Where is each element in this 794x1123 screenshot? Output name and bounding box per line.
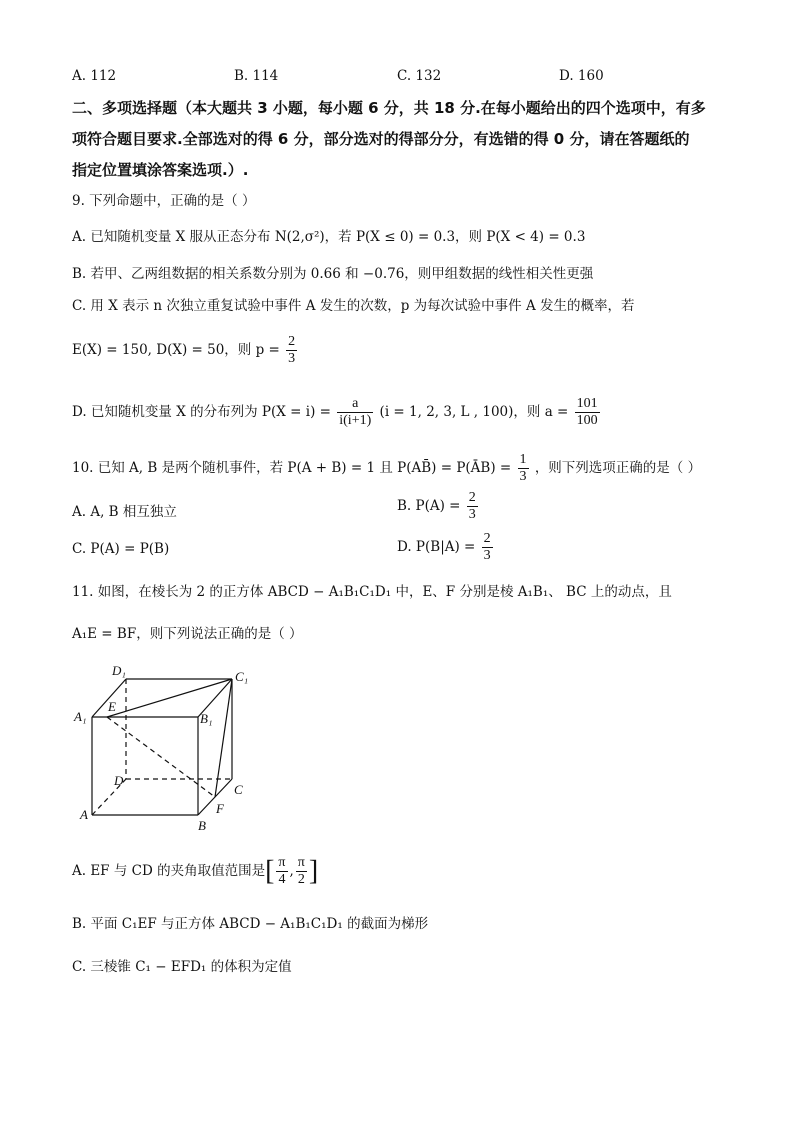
q9-d-fraction-2: $\frac{101}{100}$ bbox=[576, 396, 598, 428]
q11-stem-line-1: 11. 如图，在棱长为 2 的正方体 ABCD − A₁B₁C₁D₁ 中，E、F 分别是棱 A₁B₁、 BC 上的动点，且 bbox=[72, 584, 672, 600]
option-c: C. 132 bbox=[397, 68, 442, 84]
q9-d-fraction: $\frac{a}{i(i+1)}$ bbox=[339, 396, 372, 428]
left-bracket: [ bbox=[265, 855, 275, 887]
q9-c-fraction: $\frac{2}{3}$ bbox=[288, 334, 296, 366]
q9-d-text: D. 已知随机变量 X 的分布列为 P(X = i) = bbox=[72, 404, 331, 420]
q11-option-b: B. 平面 C₁EF 与正方体 ABCD − A₁B₁C₁D₁ 的截面为梯形 bbox=[72, 916, 429, 932]
right-bracket: ] bbox=[308, 855, 319, 887]
q10-b-fraction: $\frac{2}{3}$ bbox=[468, 490, 476, 522]
label-b1: B₁ bbox=[200, 711, 213, 726]
section-heading-line-1: 二、多项选择题（本大题共 3 小题，每小题 6 分，共 18 分.在每小题给出的四个选项中，有多 bbox=[72, 99, 706, 117]
q11-stem-line-2: A₁E = BF，则下列说法正确的是（ ） bbox=[72, 626, 303, 642]
q10-option-d bbox=[397, 531, 495, 564]
q10-option-b bbox=[397, 490, 480, 523]
label-c1: C₁ bbox=[235, 669, 249, 684]
q9-stem: 9. 下列命题中，正确的是（ ） bbox=[72, 193, 256, 209]
q9-option-c-line-2 bbox=[72, 334, 299, 367]
label-c: C bbox=[234, 782, 243, 797]
q11-a-fraction-2: $\frac{\pi}{2}$ bbox=[297, 855, 305, 887]
cube-figure bbox=[70, 655, 260, 840]
q9-option-d bbox=[72, 396, 602, 429]
option-b: B. 114 bbox=[234, 68, 279, 84]
q10-d-text: D. P(B|A) = bbox=[397, 539, 476, 555]
label-a: A bbox=[80, 807, 88, 822]
option-d: D. 160 bbox=[559, 68, 604, 84]
option-a: A. 112 bbox=[72, 68, 117, 84]
q11-a-fraction-1: $\frac{\pi}{4}$ bbox=[278, 855, 286, 887]
label-d1: D₁ bbox=[112, 663, 126, 678]
q9-option-a: A. 已知随机变量 X 服从正态分布 N(2,σ²)，若 P(X ≤ 0) = 0.3，则 P(X < 4) = 0.3 bbox=[72, 229, 586, 245]
q10-stem-text-2: ，则下列选项正确的是（ ） bbox=[534, 460, 702, 476]
q10-b-text: B. P(A) = bbox=[397, 498, 461, 514]
q9-option-b: B. 若甲、乙两组数据的相关系数分别为 0.66 和 −0.76，则甲组数据的线性相关性更强 bbox=[72, 266, 594, 282]
label-d: D bbox=[114, 773, 124, 788]
q10-d-fraction: $\frac{2}{3}$ bbox=[483, 531, 491, 563]
label-a1: A₁ bbox=[74, 709, 87, 724]
q10-stem bbox=[72, 452, 701, 485]
q11-a-text: A. EF 与 CD 的夹角取值范围是 bbox=[72, 863, 266, 879]
q9-c-text: E(X) = 150, D(X) = 50，则 p = bbox=[72, 342, 280, 358]
q9-option-c-line-1: C. 用 X 表示 n 次独立重复试验中事件 A 发生的次数，p 为每次试验中事件 A 发生的概率，若 bbox=[72, 298, 635, 314]
label-f: F bbox=[216, 801, 224, 816]
q10-option-a: A. A, B 相互独立 bbox=[72, 504, 177, 520]
section-heading-line-3: 指定位置填涂答案选项.）. bbox=[72, 161, 249, 179]
q11-option-a: A. EF 与 CD 的夹角取值范围是[ $\frac{\pi}{4}$ , $\frac{\pi}{2}$ ] bbox=[72, 855, 319, 887]
q11-option-c: C. 三棱锥 C₁ − EFD₁ 的体积为定值 bbox=[72, 959, 292, 975]
section-heading-line-2: 项符合题目要求.全部选对的得 6 分，部分选对的得部分分，有选错的得 0 分，请在答题纸的 bbox=[72, 130, 690, 148]
q9-d-text-2: (i = 1, 2, 3, L , 100)，则 a = bbox=[379, 404, 569, 420]
q10-stem-text: 10. 已知 A, B 是两个随机事件，若 P(A + B) = 1 且 P(AB̄) = P(ĀB) = bbox=[72, 460, 512, 476]
label-e: E bbox=[108, 699, 116, 714]
label-b: B bbox=[198, 818, 206, 833]
q10-option-c: C. P(A) = P(B) bbox=[72, 541, 170, 557]
q10-stem-fraction: $\frac{1}{3}$ bbox=[519, 452, 527, 484]
